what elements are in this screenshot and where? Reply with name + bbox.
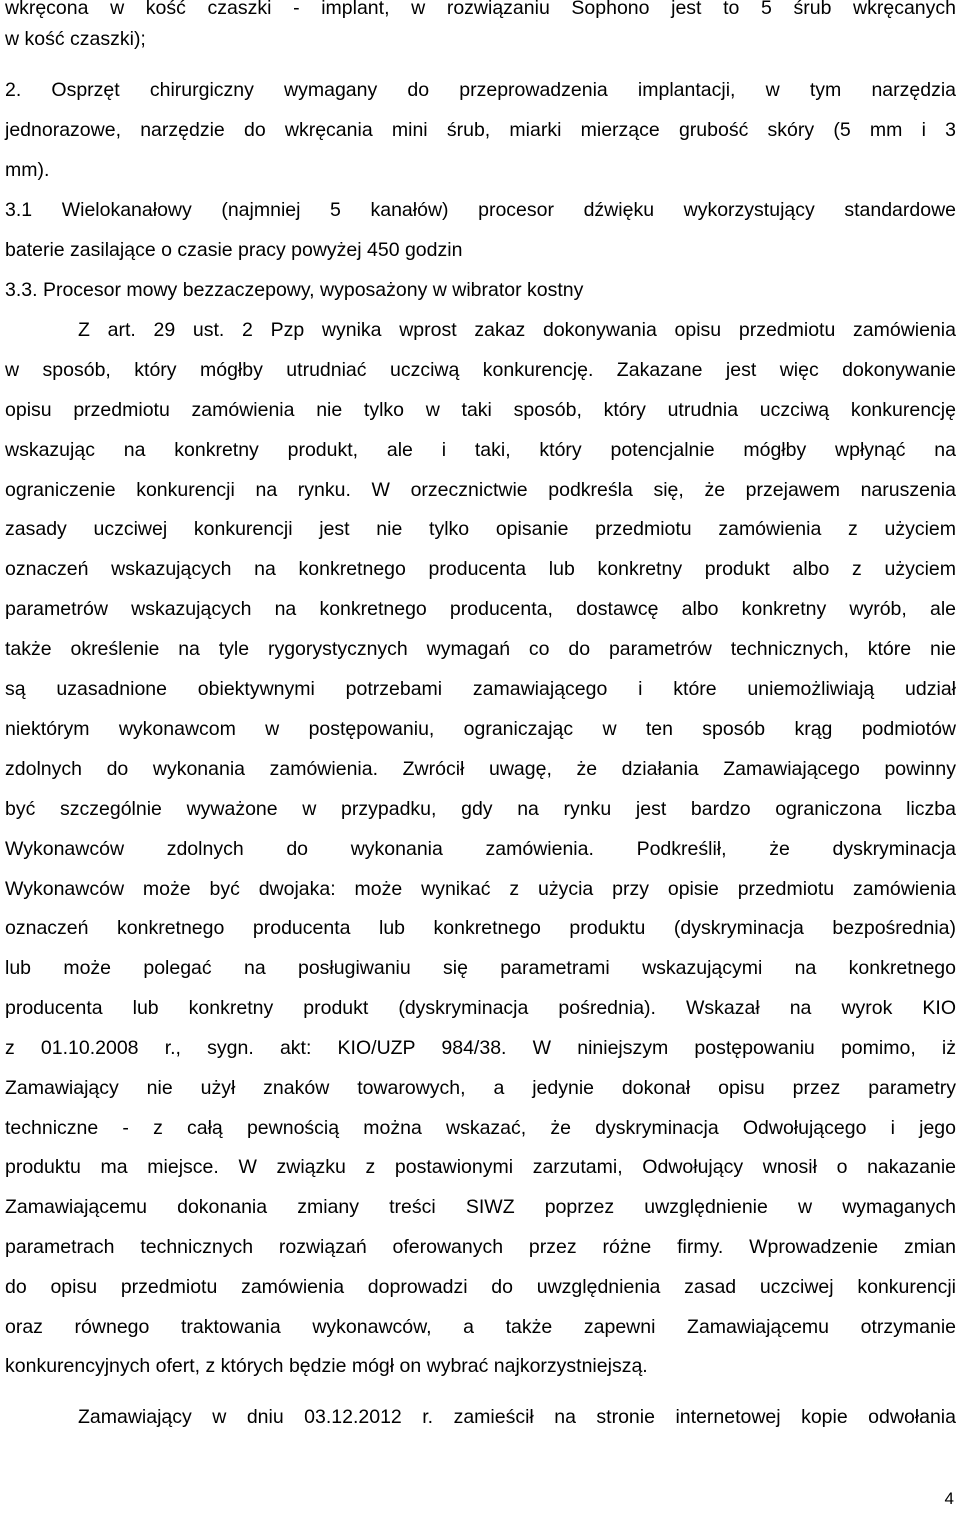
text-line: parametrach technicznych rozwiązań oferowanych przez różne firmy. Wprowadzenie zmian: [5, 1236, 956, 1258]
text-line: parametrów wskazujących na konkretnego producenta, dostawcę albo konkretny wyrób, ale: [5, 598, 956, 620]
text-line: być szczególnie wyważone w przypadku, gdy na rynku jest bardzo ograniczona liczba: [5, 798, 956, 820]
text-line: Zamawiający w dniu 03.12.2012 r. zamieścił na stronie internetowej kopie odwołania: [78, 1406, 956, 1428]
text-line: konkurencyjnych ofert, z których będzie mógł on wybrać najkorzystniejszą.: [5, 1355, 648, 1377]
text-line: Wykonawców zdolnych do wykonania zamówienia. Podkreślił, że dyskryminacja: [5, 838, 956, 860]
text-line: w sposób, który mógłby utrudniać uczciwą konkurencję. Zakazane jest więc dokonywanie: [5, 359, 956, 381]
text-line: mm).: [5, 159, 50, 181]
text-line: niektórym wykonawcom w postępowaniu, ograniczając w ten sposób krąg podmiotów: [5, 718, 956, 740]
text-line: 2. Osprzęt chirurgiczny wymagany do przeprowadzenia implantacji, w tym narzędzia: [5, 79, 956, 101]
text-line: jednorazowe, narzędzie do wkręcania mini śrub, miarki mierzące grubość skóry (5 mm i 3: [5, 119, 956, 141]
page-number: 4: [944, 1489, 954, 1508]
text-line: do opisu przedmiotu zamówienia doprowadzi do uwzględnienia zasad uczciwej konkurencji: [5, 1276, 956, 1298]
text-line: Wykonawców może być dwojaka: może wynikać z użycia przy opisie przedmiotu zamówienia: [5, 878, 956, 900]
text-line: produktu ma miejsce. W związku z postawionymi zarzutami, Odwołujący wnosił o nakazanie: [5, 1156, 956, 1178]
text-line: techniczne - z całą pewnością można wskazać, że dyskryminacja Odwołującego i jego: [5, 1117, 956, 1139]
text-line: oraz równego traktowania wykonawców, a także zapewni Zamawiającemu otrzymanie: [5, 1316, 956, 1338]
text-line: oznaczeń wskazujących na konkretnego producenta lub konkretny produkt albo z użyciem: [5, 558, 956, 580]
text-line: Zamawiającemu dokonania zmiany treści SIWZ poprzez uwzględnienie w wymaganych: [5, 1196, 956, 1218]
text-line: w kość czaszki);: [5, 28, 146, 50]
text-line: opisu przedmiotu zamówienia nie tylko w taki sposób, który utrudnia uczciwą konkurencję: [5, 399, 956, 421]
text-line: są uzasadnione obiektywnymi potrzebami zamawiającego i które uniemożliwiają udział: [5, 678, 956, 700]
text-line: wskazując na konkretny produkt, ale i taki, który potencjalnie mógłby wpłynąć na: [5, 439, 956, 461]
text-line: ograniczenie konkurencji na rynku. W orzecznictwie podkreśla się, że przejawem naruszenia: [5, 479, 956, 501]
text-line: wkręcona w kość czaszki - implant, w rozwiązaniu Sophono jest to 5 śrub wkręcanych: [5, 0, 956, 19]
text-line: baterie zasilające o czasie pracy powyżej 450 godzin: [5, 239, 463, 261]
text-line: 3.1 Wielokanałowy (najmniej 5 kanałów) procesor dźwięku wykorzystujący standardowe: [5, 199, 956, 221]
text-line: oznaczeń konkretnego producenta lub konkretnego produktu (dyskryminacja bezpośrednia): [5, 917, 956, 939]
text-line: zasady uczciwej konkurencji jest nie tylko opisanie przedmiotu zamówienia z użyciem: [5, 518, 956, 540]
text-line: lub może polegać na posługiwaniu się parametrami wskazującymi na konkretnego: [5, 957, 956, 979]
text-line: zdolnych do wykonania zamówienia. Zwrócił uwagę, że działania Zamawiającego powinny: [5, 758, 956, 780]
text-line: Z art. 29 ust. 2 Pzp wynika wprost zakaz dokonywania opisu przedmiotu zamówienia: [78, 319, 956, 341]
text-line: Zamawiający nie użył znaków towarowych, a jedynie dokonał opisu przez parametry: [5, 1077, 956, 1099]
text-line: producenta lub konkretny produkt (dyskryminacja pośrednia). Wskazał na wyrok KIO: [5, 997, 956, 1019]
text-line: także określenie na tyle rygorystycznych wymagań co do parametrów technicznych, które nie: [5, 638, 956, 660]
text-line: 3.3. Procesor mowy bezzaczepowy, wyposażony w wibrator kostny: [5, 279, 584, 301]
text-line: z 01.10.2008 r., sygn. akt: KIO/UZP 984/38. W niniejszym postępowaniu pomimo, iż: [5, 1037, 956, 1059]
